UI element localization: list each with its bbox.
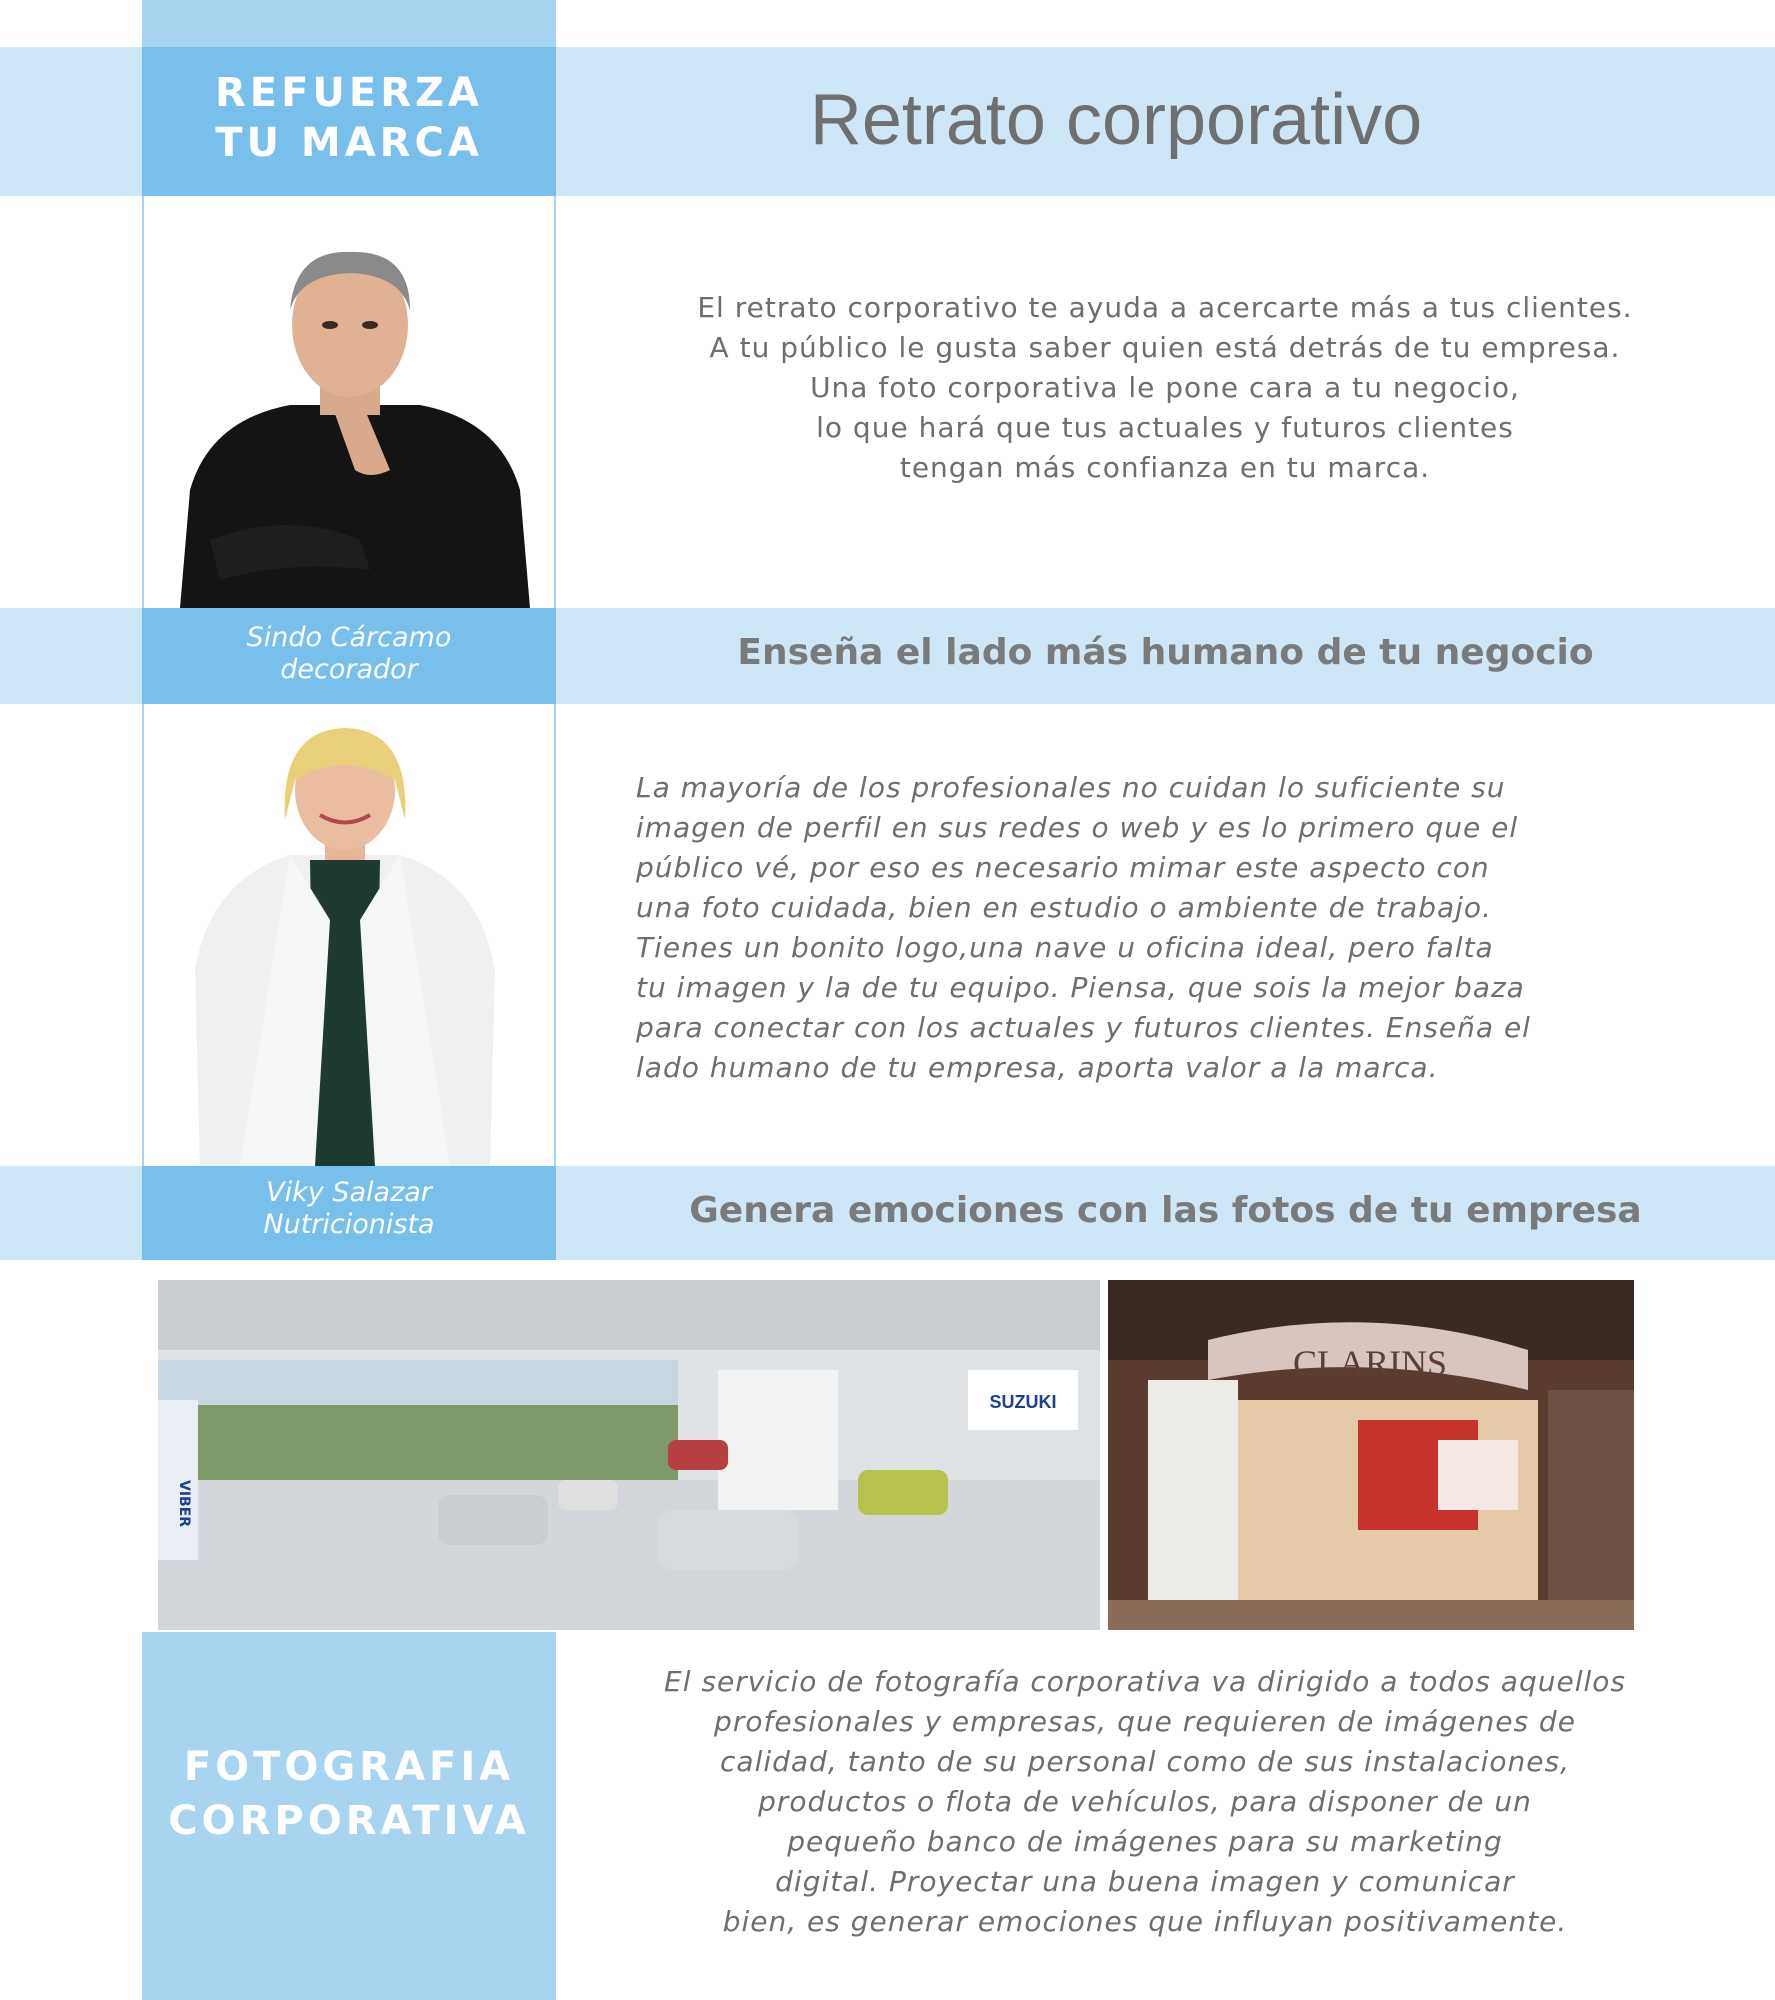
footer-title-line1: FOTOGRAFIA [183, 1744, 515, 1790]
intro-paragraph [600, 288, 1730, 488]
portrait-name-2: Viky Salazar [266, 1177, 432, 1208]
showroom-banner-text: VIBER [176, 1480, 192, 1528]
page-title: Retrato corporativo [809, 80, 1423, 160]
portrait-role-2: Nutricionista [263, 1209, 435, 1240]
brand-slogan-line2: TU MARCA [215, 120, 483, 166]
showroom-sign: SUZUKI [989, 1392, 1057, 1412]
portrait-woman-photo [180, 720, 510, 1166]
showroom-photo [158, 1280, 1100, 1630]
footer-title-line2: CORPORATIVA [168, 1798, 530, 1844]
body-paragraph-1: La mayoría de los profesionales no cuidan lo suficiente su imagen de perfil en sus redes o web y es lo primero que el público vé, por eso es necesario mimar este aspecto con una foto cuidada, bien en estudio o ambiente de trabajo. Tienes un bonito logo,una nave u oficina ideal, pero falta tu imagen y la de tu equipo. Piensa, que sois la mejor baza para conectar con los actuales y futuros clientes. Enseña el lado humano de tu empresa, aporta valor a la marca. [636, 771, 1531, 1084]
footer-paragraph: El servicio de fotografía corporativa va dirigido a todos aquellos profesionales y empresas, que requieren de imágenes de calidad, tanto de su personal como de sus instalaciones, productos o flota de vehículos, para disponer de un pequeño banco de imágenes para su marketing digital. Proyectar una buena imagen y comunicar bien, es generar emociones que influyan positivamente. [664, 1665, 1626, 1938]
section-heading-1: Enseña el lado más humano de tu negocio [737, 632, 1594, 673]
brand-slogan-line1: REFUERZA [214, 70, 483, 116]
store-sign: CLARINS [1292, 1343, 1448, 1383]
portrait-role-1: decorador [280, 654, 418, 685]
intro-line: lo que hará que tus actuales y futuros clientes [816, 411, 1514, 444]
portrait-man-photo [170, 240, 540, 608]
brand-slogan [142, 68, 556, 168]
intro-line: tengan más confianza en tu marca. [899, 451, 1431, 484]
intro-line: Una foto corporativa le pone cara a tu negocio, [810, 371, 1520, 404]
intro-line: A tu público le gusta saber quien está detrás de tu empresa. [709, 331, 1621, 364]
portrait-caption-1 [142, 622, 556, 686]
portrait-name-1: Sindo Cárcamo [246, 622, 452, 653]
portrait-caption-2 [142, 1177, 556, 1241]
section-heading-2: Genera emociones con las fotos de tu empresa [689, 1190, 1642, 1231]
store-photo [1108, 1280, 1634, 1630]
intro-line: El retrato corporativo te ayuda a acercarte más a tus clientes. [697, 291, 1633, 324]
footer-title [142, 1740, 556, 1848]
